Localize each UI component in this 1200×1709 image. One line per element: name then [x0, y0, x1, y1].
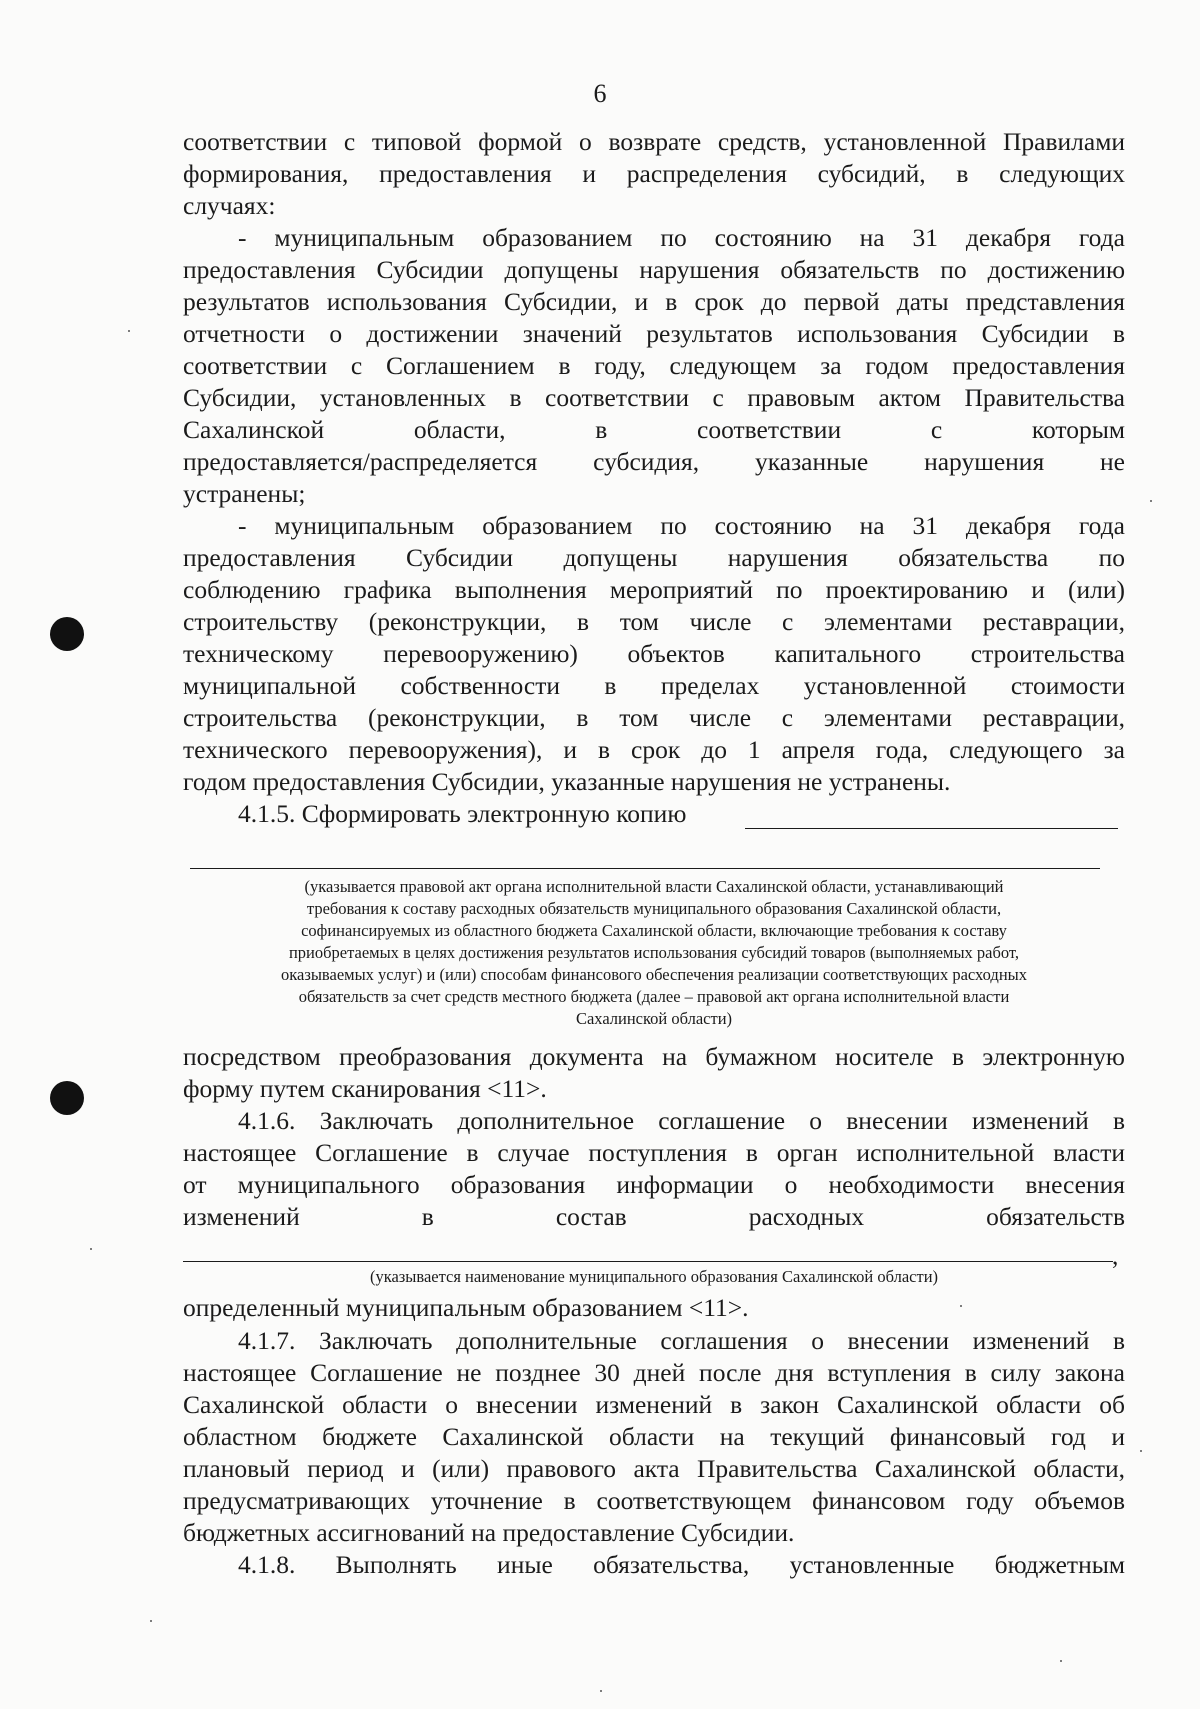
text-line: бюджетных ассигнований на предоставление Субсидии.	[183, 1518, 795, 1547]
footnote-line: обязательств за счет средств местного бюджета (далее – правовой акт органа исполнительной власти	[298, 987, 1010, 1006]
footnote-line: софинансируемых из областного бюджета Сахалинской области, включающие требования к составу	[301, 921, 1007, 940]
footnote-line: приобретаемых в целях достижения результатов использования субсидий товаров (выполняемых работ,	[288, 943, 1020, 962]
footnote-line: требования к составу расходных обязательств муниципального образования Сахалинской области,	[306, 899, 1002, 918]
text-line: 4.1.6. Заключать дополнительное соглашение о внесении изменений в	[238, 1106, 1125, 1135]
text-line: - муниципальным образованием по состоянию на 31 декабря года	[238, 223, 1125, 252]
text-line: изменений в состав расходных обязательств	[183, 1202, 1125, 1231]
text-line: предусматривающих уточнение в соответствующем финансовом году объемов	[183, 1486, 1125, 1515]
text-line: 4.1.5. Сформировать электронную копию	[238, 799, 687, 828]
scan-speck	[1150, 500, 1152, 502]
text-line: от муниципального образования информации о необходимости внесения	[183, 1170, 1125, 1199]
scan-speck	[1060, 1660, 1062, 1662]
punch-hole	[50, 1081, 84, 1115]
text-line: соответствии с типовой формой о возврате средств, установленной Правилами	[183, 127, 1125, 156]
text-line: формирования, предоставления и распределения субсидий, в следующих	[183, 159, 1125, 188]
scan-speck	[600, 1690, 602, 1692]
footnote-line: оказываемых услуг) и (или) способам финансового обеспечения реализации соответствующих расходных	[280, 965, 1027, 984]
text-line: муниципальной собственности в пределах установленной стоимости	[183, 671, 1125, 700]
fill-in-blank	[190, 868, 1100, 869]
text-line: результатов использования Субсидии, и в срок до первой даты представления	[183, 287, 1125, 316]
text-line: предоставления Субсидии допущены нарушения обязательства по	[183, 543, 1125, 572]
text-line: предоставляется/распределяется субсидия, указанные нарушения не	[183, 447, 1125, 476]
scan-speck	[150, 1620, 152, 1622]
text-line: Сахалинской области о внесении изменений в закон Сахалинской области об	[183, 1390, 1125, 1419]
text-line: техническому перевооружению) объектов капитального строительства	[183, 639, 1125, 668]
text-line: - муниципальным образованием по состоянию на 31 декабря года	[238, 511, 1125, 540]
text-line: Сахалинской области, в соответствии с которым	[183, 415, 1125, 444]
text-line: отчетности о достижении значений результатов использования Субсидии в	[183, 319, 1125, 348]
text-line: 4.1.7. Заключать дополнительные соглашения о внесении изменений в	[238, 1326, 1125, 1355]
text-line: определенный муниципальным образованием <11>.	[183, 1293, 749, 1322]
scan-speck	[90, 1248, 92, 1250]
text-line: строительства (реконструкции, в том числе с элементами реставрации,	[183, 703, 1125, 732]
punch-hole	[50, 617, 84, 651]
footnote-line: (указывается правовой акт органа исполнительной власти Сахалинской области, устанавливающий	[304, 877, 1004, 896]
fill-in-blank	[745, 828, 1118, 829]
text-line: устранены;	[183, 479, 306, 508]
fill-in-blank	[183, 1261, 1113, 1262]
text-line: плановый период и (или) правового акта Правительства Сахалинской области,	[183, 1454, 1125, 1483]
scan-speck	[1140, 1450, 1142, 1452]
text-line: годом предоставления Субсидии, указанные нарушения не устранены.	[183, 767, 951, 796]
scan-speck	[960, 1305, 962, 1307]
text-line: форму путем сканирования <11>.	[183, 1074, 547, 1103]
comma: ,	[1112, 1241, 1119, 1270]
text-line: соблюдению графика выполнения мероприятий по проектированию и (или)	[183, 575, 1125, 604]
text-line: технического перевооружения), и в срок до 1 апреля года, следующего за	[183, 735, 1125, 764]
text-line: областном бюджете Сахалинской области на текущий финансовый год и	[183, 1422, 1125, 1451]
text-line: 4.1.8. Выполнять иные обязательства, установленные бюджетным	[238, 1550, 1125, 1579]
text-line: случаях:	[183, 191, 276, 220]
text-line: настоящее Соглашение не позднее 30 дней после дня вступления в силу закона	[183, 1358, 1125, 1387]
text-line: Субсидии, установленных в соответствии с правовым актом Правительства	[183, 383, 1125, 412]
text-line: настоящее Соглашение в случае поступления в орган исполнительной власти	[183, 1138, 1125, 1167]
footnote-line: (указывается наименование муниципального образования Сахалинской области)	[369, 1267, 939, 1286]
page-number: 6	[593, 79, 607, 108]
text-line: строительству (реконструкции, в том числе с элементами реставрации,	[183, 607, 1125, 636]
scan-speck	[128, 330, 130, 332]
text-line: предоставления Субсидии допущены нарушения обязательств по достижению	[183, 255, 1125, 284]
text-line: посредством преобразования документа на бумажном носителе в электронную	[183, 1042, 1125, 1071]
footnote-line: Сахалинской области)	[575, 1009, 733, 1028]
text-line: соответствии с Соглашением в году, следующем за годом предоставления	[183, 351, 1125, 380]
